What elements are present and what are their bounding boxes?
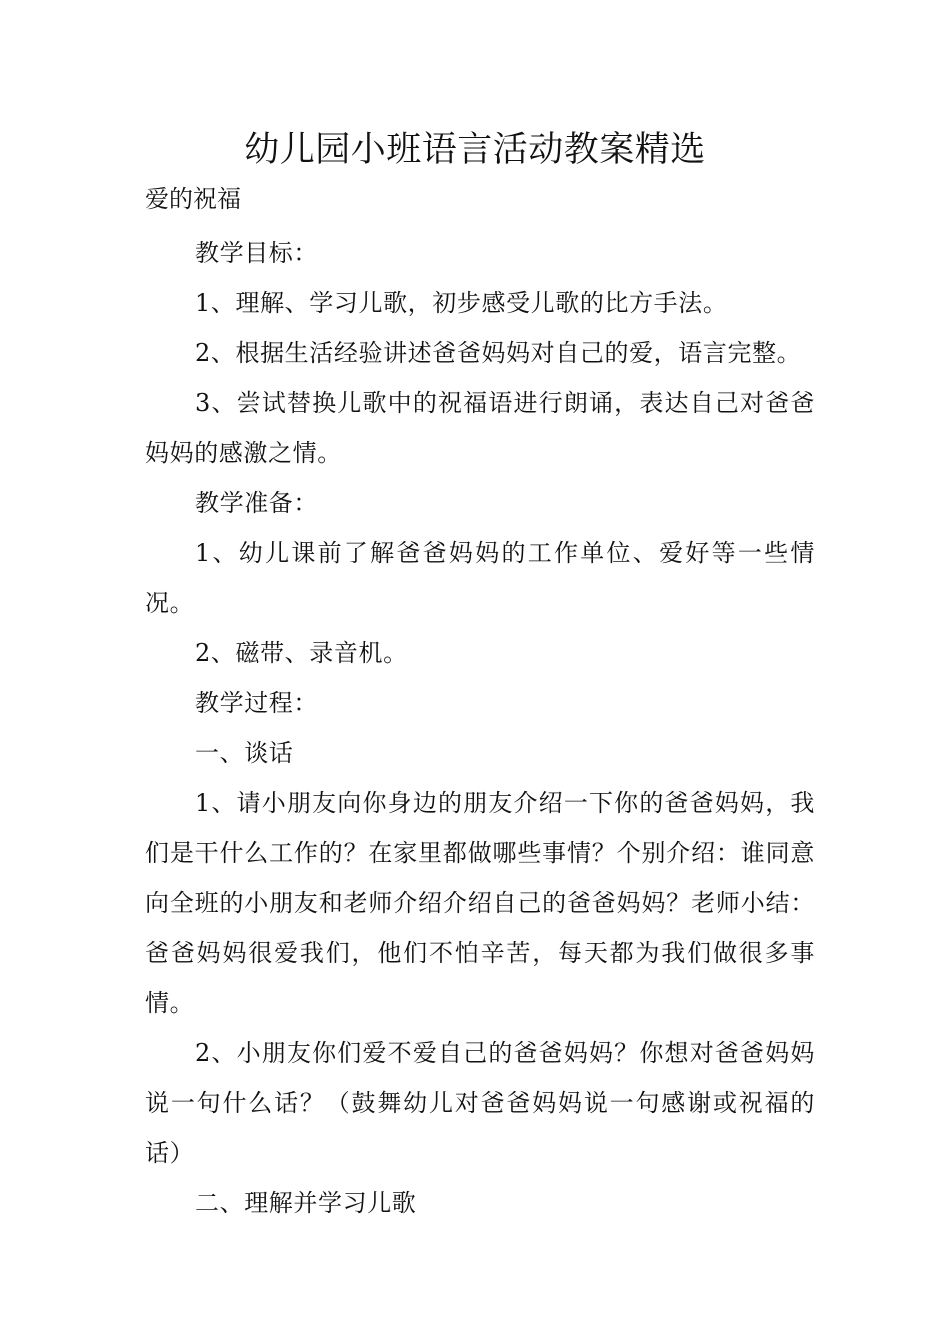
process-step-heading-2: 二、理解并学习儿歌 xyxy=(195,1189,417,1217)
process-step-heading-1: 一、谈话 xyxy=(195,739,294,767)
section-heading-process: 教学过程： xyxy=(195,689,318,717)
lesson-subtitle: 爱的祝福 xyxy=(145,185,241,213)
process-paragraph-2: 2、小朋友你们爱不爱自己的爸爸妈妈？你想对爸爸妈妈说一句什么话？（鼓舞幼儿对爸爸妈妈说一句感谢或祝福的话） xyxy=(145,1039,815,1167)
document-title: 幼儿园小班语言活动教案精选 xyxy=(244,130,706,170)
preparation-item-2: 2、磁带、录音机。 xyxy=(195,639,408,667)
preparation-item-1: 1、幼儿课前了解爸爸妈妈的工作单位、爱好等一些情况。 xyxy=(145,539,815,617)
section-heading-preparation: 教学准备： xyxy=(195,489,318,517)
goal-item-3: 3、尝试替换儿歌中的祝福语进行朗诵，表达自己对爸爸妈妈的感激之情。 xyxy=(145,389,815,467)
process-paragraph-1: 1、请小朋友向你身边的朋友介绍一下你的爸爸妈妈，我们是干什么工作的？在家里都做哪些事情？个别介绍：谁同意向全班的小朋友和老师介绍介绍自己的爸爸妈妈？老师小结：爸爸妈妈很爱我们，他们不怕辛苦，每天都为我们做很多事情。 xyxy=(145,789,815,1017)
goal-item-1: 1、理解、学习儿歌，初步感受儿歌的比方手法。 xyxy=(195,289,728,317)
document-body xyxy=(145,228,815,1228)
goal-item-2: 2、根据生活经验讲述爸爸妈妈对自己的爱，语言完整。 xyxy=(195,339,802,367)
section-heading-goals: 教学目标： xyxy=(195,239,318,267)
